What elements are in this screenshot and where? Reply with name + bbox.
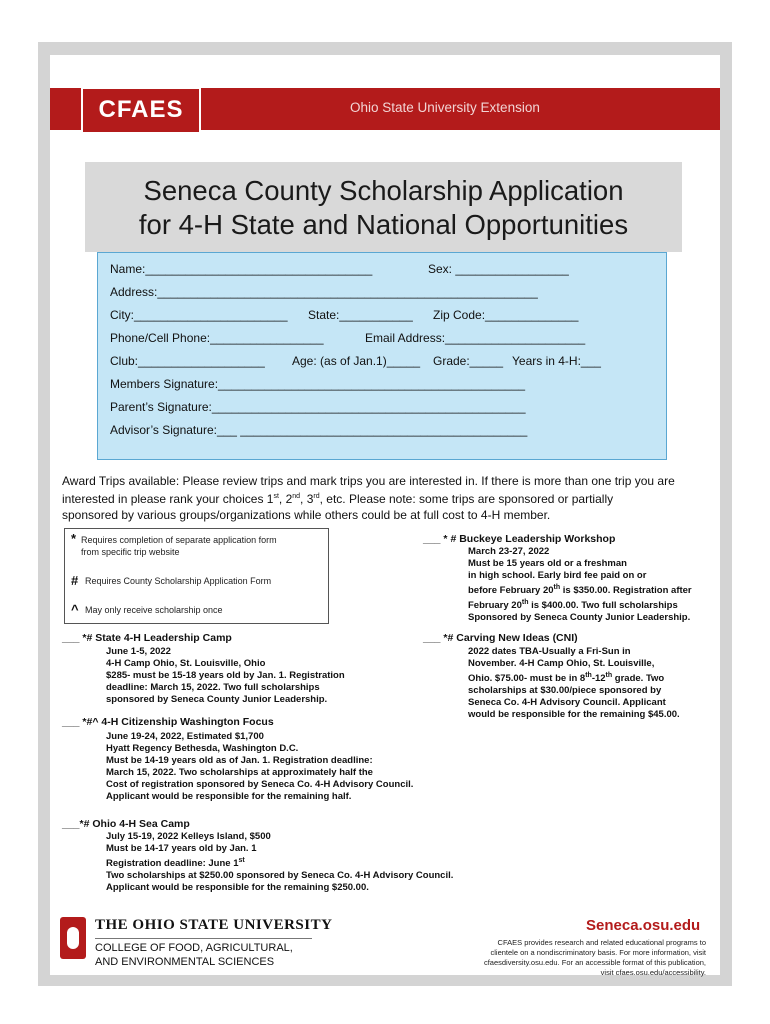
legend-hash-symbol: # [71,573,79,588]
seneca-website-link[interactable]: Seneca.osu.edu [586,917,701,934]
award-trips-intro [62,473,712,523]
intro-line-2: interested in please rank your choices 1st, 2nd, 3rd, etc. Please note: some trips are sponsored or partially [62,492,614,506]
college-name-line-2: AND ENVIRONMENTAL SCIENCES [95,956,275,968]
trip-leadership-camp-details: June 1-5, 2022 4-H Camp Ohio, St. Louisville, Ohio $285- must be 15-18 years old by Jan. 1. Registration deadline: March 15, 2022. Two full scholarships sponsored by Seneca County Junior Leadership. [106,646,345,705]
phone-field[interactable]: Phone/Cell Phone:_________________ [110,331,324,345]
trip-citizenship-details: June 19-24, 2022, Estimated $1,700 Hyatt Regency Bethesda, Washington D.C. Must be 14-19 years old as of Jan. 1. Registration deadline: March 15, 2022. Two scholarships at approximately half the Cost of registration sponsored by Seneca Co. 4-H Advisory Council. Applicant would be responsible for the remaining half. [106,731,414,802]
title-box [85,162,682,252]
zip-field[interactable]: Zip Code:______________ [433,308,579,322]
legend-star-symbol: * [71,531,77,546]
trip-buckeye-heading[interactable]: ___ * # Buckeye Leadership Workshop [423,533,616,545]
trip-sea-camp-heading[interactable]: ___*# Ohio 4-H Sea Camp [62,818,190,830]
trip-sea-camp-details: July 15-19, 2022 Kelleys Island, $500 Must be 14-17 years old by Jan. 1 Registration deadline: June 1st Two scholarships at $250.00 sponsored by Seneca Co. 4-H Advisory Council. Applicant would be responsible for the remaining $250.00. [106,831,454,894]
trip-citizenship-heading[interactable]: ___ *#^ 4-H Citizenship Washington Focus [62,716,274,728]
intro-line-3: sponsored by various groups/organizations while others could be at full cost to 4-H member. [62,508,551,522]
banner-text: Ohio State University Extension [350,100,540,115]
member-signature-field[interactable]: Members Signature:______________________________________________ [110,377,526,391]
page-title [85,174,682,242]
cfaes-logo-text: CFAES [98,96,184,123]
application-form [97,252,667,460]
legend-hash-text: Requires County Scholarship Application Form [85,576,272,586]
age-field[interactable]: Age: (as of Jan.1)_____ [292,354,421,368]
title-line-1: Seneca County Scholarship Application [143,175,624,206]
sex-field[interactable]: Sex: _________________ [428,262,569,276]
city-field[interactable]: City:_______________________ [110,308,288,322]
grade-field[interactable]: Grade:_____ [433,354,504,368]
symbol-legend [64,528,329,624]
nondiscrimination-disclaimer: CFAES provides research and related educational programs to clientele on a nondiscriminatory basis. For more information, visit cfaesdiversity.osu.edu. For an accessible format of this publication, visit cfaes.osu.edu/accessibility. [483,938,706,977]
legend-star-text-1: Requires completion of separate application form [81,535,277,545]
email-field[interactable]: Email Address:_____________________ [365,331,586,345]
club-field[interactable]: Club:___________________ [110,354,265,368]
trip-buckeye-details: March 23-27, 2022 Must be 15 years old or a freshman in high school. Early bird fee paid on or before February 20th is $350.00. Registration after February 20th is $400.00. Two full scholarships Sponsored by Seneca County Junior Leadership. [468,546,692,624]
address-field[interactable]: Address:_________________________________________________________ [110,285,538,299]
document-page [50,55,720,975]
intro-line-1: Award Trips available: Please review trips and mark trips you are interested in. If there is more than one trip you are [62,474,675,488]
parent-signature-field[interactable]: Parent’s Signature:_______________________________________________ [110,400,526,414]
trip-leadership-camp-heading[interactable]: ___ *# State 4-H Leadership Camp [62,632,232,644]
title-line-2: for 4-H State and National Opportunities [138,209,629,240]
osu-wordmark: THE OHIO STATE UNIVERSITY [95,917,333,933]
trip-carving-details: 2022 dates TBA-Usually a Fri-Sun in November. 4-H Camp Ohio, St. Louisville, Ohio. $75.00- must be in 8th-12th grade. Two scholarships at $30.00/piece sponsored by Seneca Co. 4-H Advisory Council. Applicant would be responsible for the remaining $45.00. [468,646,680,721]
advisor-signature-field[interactable]: Advisor’s Signature:___ ___________________________________________ [110,423,528,437]
cfaes-logo [81,87,201,134]
legend-caret-text: May only receive scholarship once [85,605,223,615]
college-name-line-1: COLLEGE OF FOOD, AGRICULTURAL, [95,942,293,954]
legend-caret-symbol: ^ [71,602,79,617]
trip-carving-heading[interactable]: ___ *# Carving New Ideas (CNI) [423,632,578,644]
name-field[interactable]: Name:__________________________________ [110,262,373,276]
years-in-4h-field[interactable]: Years in 4-H:___ [512,354,601,368]
footer-divider [95,938,312,939]
osu-block-o-logo [60,917,86,959]
state-field[interactable]: State:___________ [308,308,413,322]
legend-star-text-2: from specific trip website [81,547,180,557]
